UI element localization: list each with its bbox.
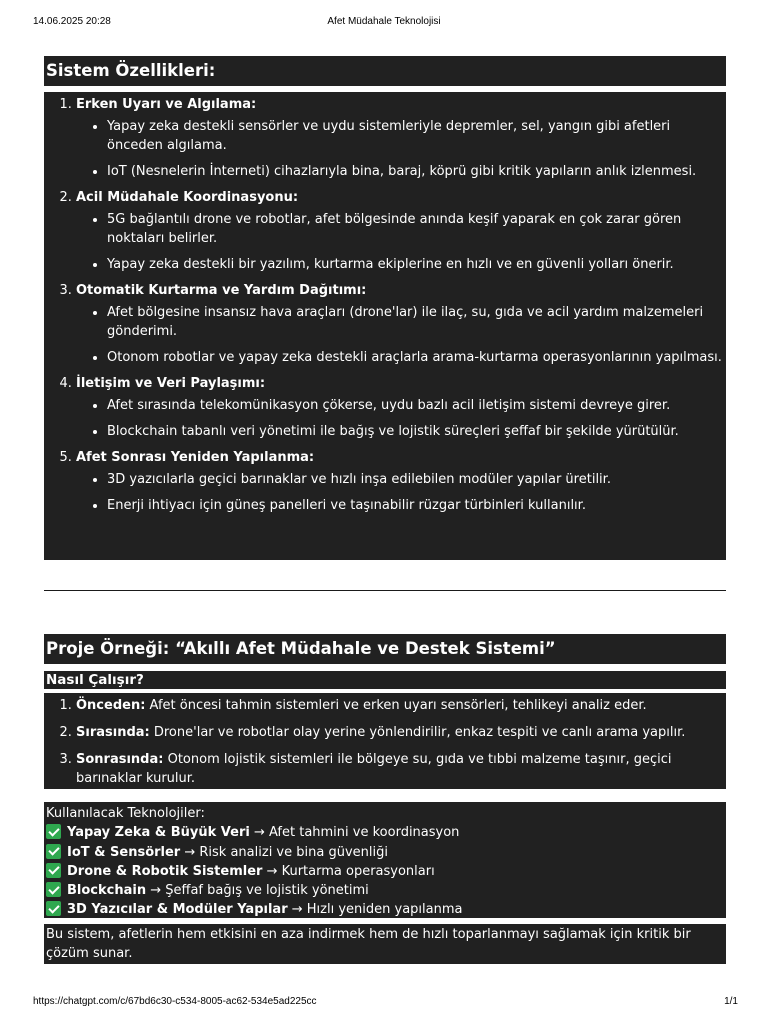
page-number: 1/1 <box>724 996 738 1007</box>
technology-row <box>46 881 724 900</box>
technology-desc: → Hızlı yeniden yapılanma <box>287 902 463 918</box>
print-title: Afet Müdahale Teknolojisi <box>327 16 441 27</box>
feature-title: 4. İletişim ve Veri Paylaşımı: <box>76 376 266 391</box>
check-mark-icon <box>46 844 61 859</box>
check-mark-icon <box>46 901 61 916</box>
feature-bullet: • Afet sırasında telekomünikasyon çökerse, uydu bazlı acil iletişim sistemi devreye girer. <box>107 396 726 415</box>
technology-name: Yapay Zeka & Büyük Veri <box>67 825 250 841</box>
step-label: Sonrasında: <box>76 752 164 767</box>
step-item <box>76 750 726 788</box>
feature-bullet: • 3D yazıcılarla geçici barınaklar ve hızlı inşa edilebilen modüler yapılar üretilir. <box>107 470 726 489</box>
step-text: Drone'lar ve robotlar olay yerine yönlendirilir, enkaz tespiti ve canlı arama yapılır. <box>149 725 686 740</box>
technology-name: Blockchain <box>67 883 147 899</box>
technology-name: Drone & Robotik Sistemler <box>67 863 263 879</box>
step-text: Afet öncesi tahmin sistemleri ve erken uyarı sensörleri, tehlikeyi analiz eder. <box>145 698 647 713</box>
feature-bullet: • Yapay zeka destekli sensörler ve uydu sistemleriyle depremler, sel, yangın gibi afetleri önceden algılama. <box>107 117 726 155</box>
page-url: https://chatgpt.com/c/67bd6c30-c534-8005-ac62-534e5ad225cc <box>33 996 317 1007</box>
feature-bullet: • Afet bölgesine insansız hava araçları (drone'lar) ile ilaç, su, gıda ve acil yardım malzemeleri gönderimi. <box>107 303 726 341</box>
feature-bullet: • 5G bağlantılı drone ve robotlar, afet bölgesinde anında keşif yaparak en çok zarar gören noktaları belirler. <box>107 210 726 248</box>
technology-name: 3D Yazıcılar & Modüler Yapılar <box>67 902 288 918</box>
check-mark-icon <box>46 882 61 897</box>
print-footer <box>0 996 768 1010</box>
step-label: Sırasında: <box>76 725 150 740</box>
conclusion-text: Bu sistem, afetlerin hem etkisini en aza indirmek hem de hızlı toparlanmayı sağlamak için kritik bir çözüm sunar. <box>44 924 726 964</box>
step-text: Otonom lojistik sistemleri ile bölgeye su, gıda ve tıbbi malzeme taşınır, geçici barınaklar kurulur. <box>76 752 672 786</box>
feature-bullet: • Otonom robotlar ve yapay zeka destekli araçlarla arama-kurtarma operasyonlarının yapılması. <box>107 348 726 367</box>
print-header <box>0 16 768 30</box>
step-item <box>76 696 726 715</box>
technology-desc: → Kurtarma operasyonları <box>262 863 435 879</box>
step-label: Önceden: <box>76 698 146 713</box>
feature-bullet: • Enerji ihtiyacı için güneş panelleri ve taşınabilir rüzgar türbinleri kullanılır. <box>107 496 726 515</box>
feature-bullet: • IoT (Nesnelerin İnterneti) cihazlarıyla bina, baraj, köprü gibi kritik yapıların anlık izlenmesi. <box>107 162 726 181</box>
technology-desc: → Risk analizi ve bina güvenliği <box>180 844 388 860</box>
feature-title: 2. Acil Müdahale Koordinasyonu: <box>76 190 299 205</box>
feature-item <box>76 281 726 367</box>
features-list <box>44 92 726 560</box>
technologies-heading: Kullanılacak Teknolojiler: <box>46 806 205 821</box>
print-datetime: 14.06.2025 20:28 <box>33 16 111 27</box>
feature-item <box>76 95 726 181</box>
section-divider <box>44 590 726 591</box>
technology-name: IoT & Sensörler <box>67 844 181 860</box>
project-heading: Proje Örneği: “Akıllı Afet Müdahale ve Destek Sistemi” <box>44 634 726 664</box>
technology-row <box>46 843 724 862</box>
technologies-block <box>44 802 726 918</box>
steps-list <box>44 693 726 789</box>
feature-title: 5. Afet Sonrası Yeniden Yapılanma: <box>76 450 315 465</box>
technology-row <box>46 900 724 919</box>
feature-item <box>76 448 726 515</box>
feature-item <box>76 374 726 441</box>
feature-title: 3. Otomatik Kurtarma ve Yardım Dağıtımı: <box>76 283 367 298</box>
feature-bullet: • Yapay zeka destekli bir yazılım, kurtarma ekiplerine en hızlı ve en güvenli yolları önerir. <box>107 255 726 274</box>
feature-bullet: • Blockchain tabanlı veri yönetimi ile bağış ve lojistik süreçleri şeffaf bir şekilde yürütülür. <box>107 422 726 441</box>
check-mark-icon <box>46 863 61 878</box>
technology-row <box>46 823 724 842</box>
feature-item <box>76 188 726 274</box>
technology-row <box>46 862 724 881</box>
features-heading: Sistem Özellikleri: <box>44 56 726 86</box>
technology-desc: → Afet tahmini ve koordinasyon <box>249 825 460 841</box>
technology-desc: → Şeffaf bağış ve lojistik yönetimi <box>146 883 369 899</box>
how-it-works-heading: Nasıl Çalışır? <box>44 671 726 689</box>
feature-title: 1. Erken Uyarı ve Algılama: <box>76 97 257 112</box>
check-mark-icon <box>46 824 61 839</box>
step-item <box>76 723 726 742</box>
